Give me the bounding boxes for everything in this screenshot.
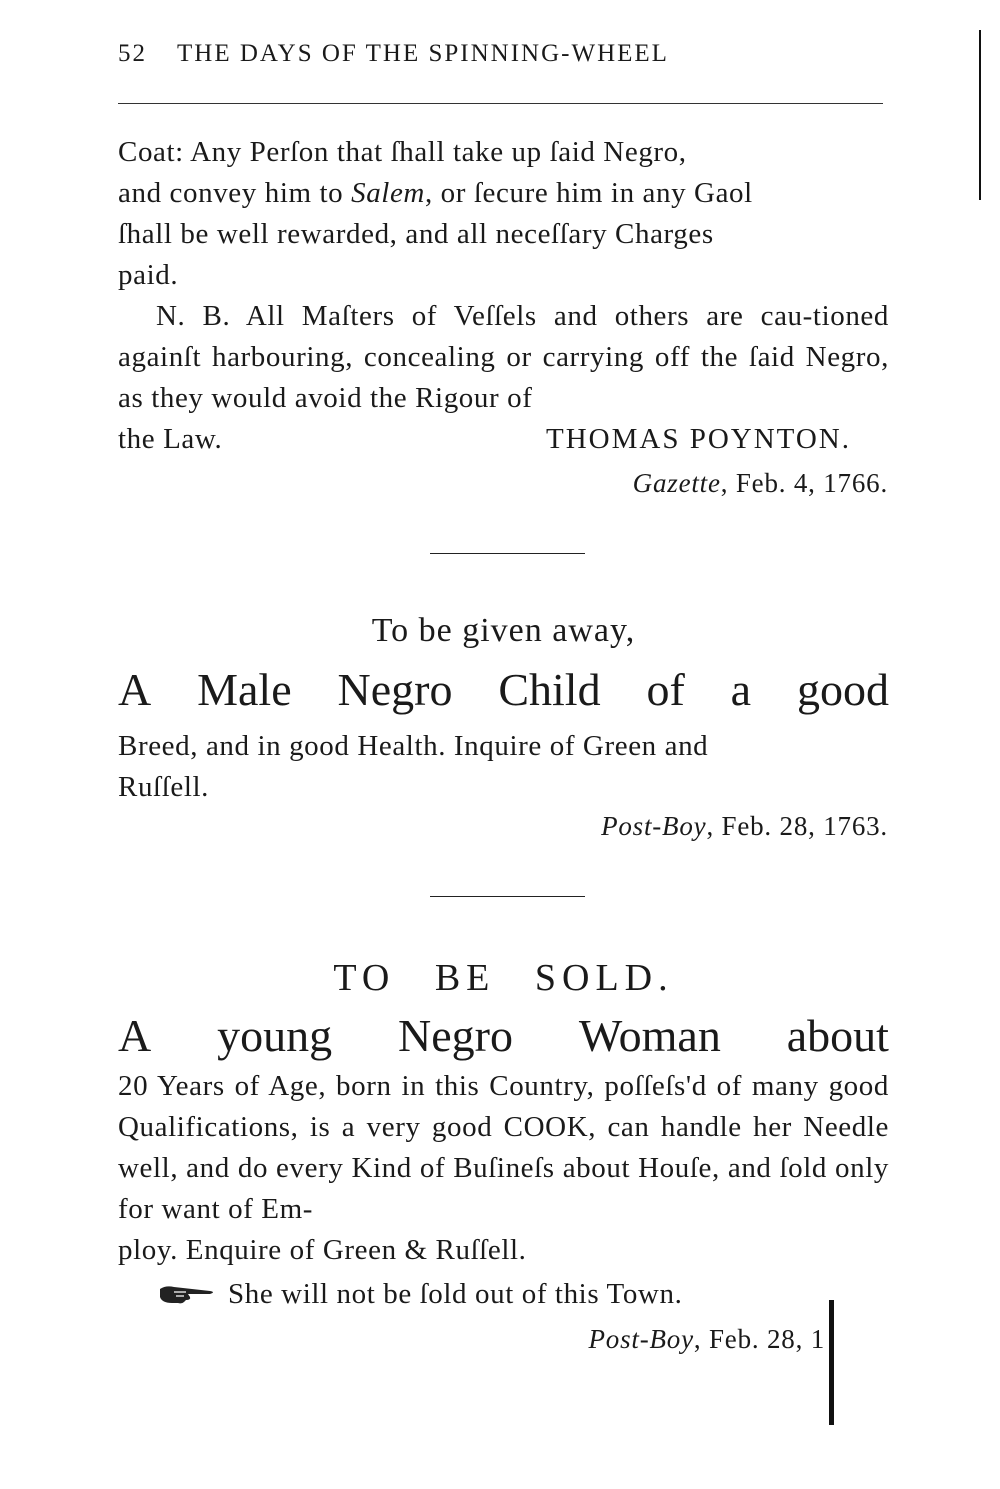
ad3-body-last-line (118, 1230, 889, 1271)
display-word: Negro (337, 664, 453, 715)
page-number: 52 (118, 40, 147, 67)
ad3-body (118, 1066, 889, 1230)
ad3-body-text: 20 Years of Age, born in this Country, poſſeſs'd of many good Qualifications, is a very good COOK, can handle her Needle well, and do every Kind of Buſineſs about Houſe, and ſold only for want of Em- (118, 1070, 889, 1225)
ad1-citation (633, 468, 888, 499)
running-title: THE DAYS OF THE SPINNING-WHEEL (177, 40, 669, 67)
ad2-heading: To be given away, (371, 612, 636, 649)
ad2-body-line: Breed, and in good Health. Inquire of Green and (118, 730, 709, 762)
ad1-nb-last: the Law. (118, 423, 223, 455)
ad1-body (118, 132, 889, 296)
separator-rule (430, 553, 585, 554)
display-word: Negro (398, 1010, 514, 1061)
ad2-display-line (118, 662, 889, 718)
display-word: Child (498, 664, 601, 715)
source-name: Post-Boy (601, 811, 707, 841)
display-word: young (217, 1010, 333, 1061)
source-date: , Feb. 28, 1 (693, 1324, 825, 1354)
page-edge-line (979, 30, 981, 200)
ad1-signature: THOMAS POYNTON. (546, 423, 851, 455)
source-name: Gazette (632, 468, 721, 498)
ad3-nb-text: She will not be ſold out of this Town. (228, 1278, 683, 1310)
ad1-nb-text: N. B. All Maſters of Veſſels and others are cau-tioned againſt harbouring, concealing or carrying off the ſaid Negro, as they would avoid the Rigour of (118, 300, 889, 414)
ad1-nb (118, 296, 889, 419)
header-rule (118, 103, 883, 104)
display-word: Male (197, 664, 292, 715)
ad1-signature-line (118, 419, 889, 460)
place-name: Salem (351, 177, 425, 209)
display-word: Woman (578, 1010, 721, 1061)
ad1-line2: and convey him to Salem, or ſecure him in any Gaol (118, 177, 753, 209)
ad2-citation (601, 811, 888, 842)
ad1-line4: paid. (118, 259, 179, 291)
page-edge-mark (829, 1300, 834, 1425)
pointing-hand-icon (158, 1283, 218, 1305)
ad3-display-line (118, 1008, 889, 1064)
source-name: Post-Boy (588, 1324, 694, 1354)
display-word: good (796, 664, 889, 715)
ad3-body-last: ploy. Enquire of Green & Ruſſell. (118, 1234, 527, 1266)
ad3-heading: TO BE SOLD. (333, 957, 674, 999)
separator-rule (430, 896, 585, 897)
ad3-nb (118, 1274, 889, 1315)
display-word: A (118, 664, 152, 715)
source-date: , Feb. 28, 1763. (706, 811, 888, 841)
display-word: about (786, 1010, 889, 1061)
display-word: a (730, 664, 752, 715)
ad1-line1: Coat: Any Perſon that ſhall take up ſaid Negro, (118, 136, 687, 168)
running-head (118, 40, 888, 68)
ad2-body (118, 726, 889, 808)
display-word: of (646, 664, 685, 715)
ad3-citation (589, 1324, 825, 1355)
ad1-line3: ſhall be well rewarded, and all neceſſary Charges (118, 218, 714, 250)
display-word: A (118, 1010, 152, 1061)
source-date: , Feb. 4, 1766. (720, 468, 888, 498)
ad2-body-last: Ruſſell. (118, 771, 209, 803)
